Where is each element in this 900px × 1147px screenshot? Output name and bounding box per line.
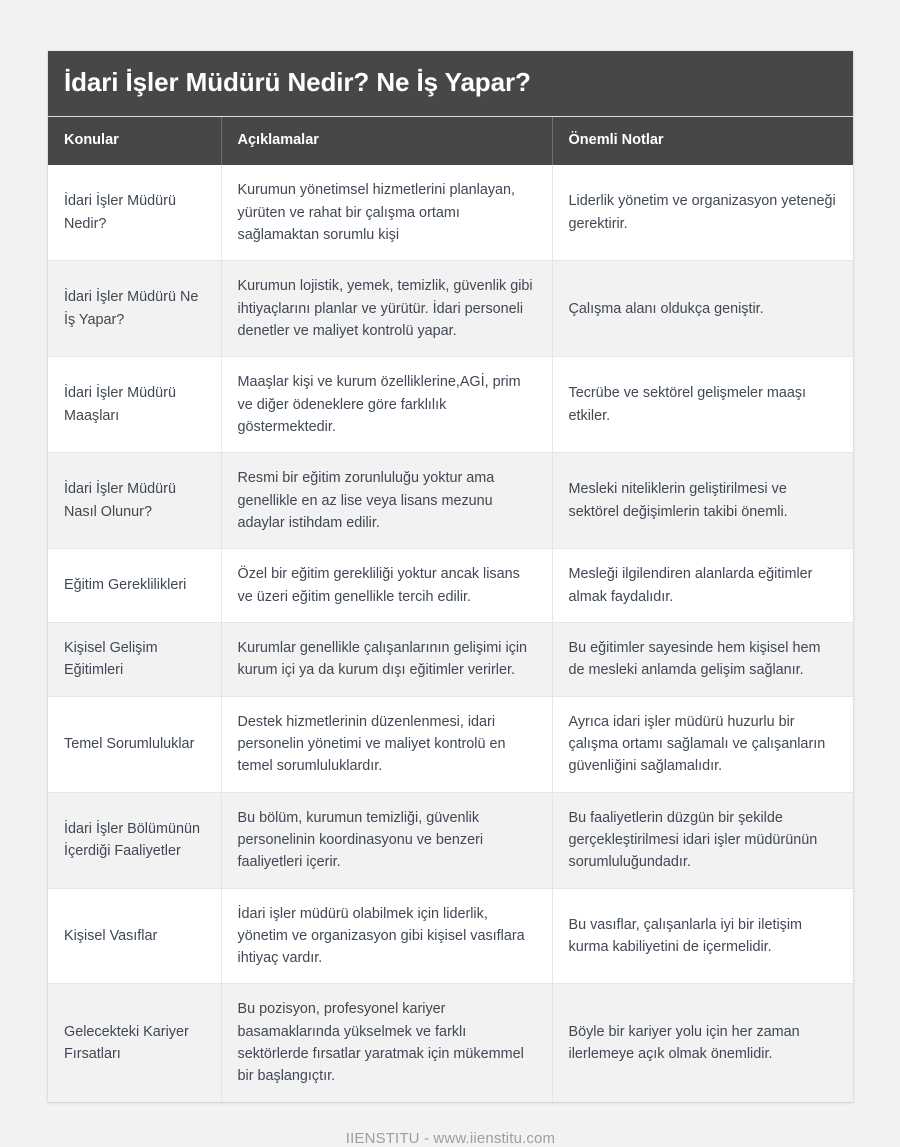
cell-description: Bu bölüm, kurumun temizliği, güvenlik personelinin koordinasyonu ve benzeri faaliyetleri içerir. — [221, 792, 552, 888]
cell-notes: Böyle bir kariyer yolu için her zaman ilerlemeye açık olmak önemlidir. — [552, 984, 853, 1102]
table-row — [48, 792, 853, 888]
table-row — [48, 357, 853, 453]
table-row — [48, 453, 853, 549]
cell-topic: İdari İşler Müdürü Maaşları — [48, 357, 221, 453]
cell-topic: Kişisel Gelişim Eğitimleri — [48, 622, 221, 696]
cell-notes: Bu vasıflar, çalışanlarla iyi bir iletişim kurma kabiliyetini de içermelidir. — [552, 888, 853, 984]
cell-topic: Kişisel Vasıflar — [48, 888, 221, 984]
cell-topic: Temel Sorumluluklar — [48, 696, 221, 792]
cell-topic: İdari İşler Müdürü Ne İş Yapar? — [48, 261, 221, 357]
cell-notes: Bu faaliyetlerin düzgün bir şekilde gerçekleştirilmesi idari işler müdürünün sorumluluğundadır. — [552, 792, 853, 888]
cell-description: Kurumun lojistik, yemek, temizlik, güvenlik gibi ihtiyaçlarını planlar ve yürütür. İdari personeli denetler ve maliyet kontrolü yapar. — [221, 261, 552, 357]
cell-description: Bu pozisyon, profesyonel kariyer basamaklarında yükselmek ve farklı sektörlerde fırsatlar yaratmak için mükemmel bir başlangıçtır. — [221, 984, 552, 1102]
cell-notes: Liderlik yönetim ve organizasyon yeteneği gerektirir. — [552, 165, 853, 260]
cell-notes: Tecrübe ve sektörel gelişmeler maaşı etkiler. — [552, 357, 853, 453]
cell-description: Özel bir eğitim gerekliliği yoktur ancak lisans ve üzeri eğitim genellikle tercih edilir. — [221, 549, 552, 623]
table-row — [48, 984, 853, 1102]
table-row — [48, 622, 853, 696]
cell-description: Kurumlar genellikle çalışanlarının gelişimi için kurum içi ya da kurum dışı eğitimler verirler. — [221, 622, 552, 696]
column-header-topic: Konular — [48, 117, 221, 165]
cell-notes: Bu eğitimler sayesinde hem kişisel hem de mesleki anlamda gelişim sağlanır. — [552, 622, 853, 696]
cell-notes: Mesleği ilgilendiren alanlarda eğitimler almak faydalıdır. — [552, 549, 853, 623]
cell-description: Resmi bir eğitim zorunluluğu yoktur ama genellikle en az lise veya lisans mezunu adaylar istihdam edilir. — [221, 453, 552, 549]
table-row — [48, 165, 853, 260]
cell-notes: Çalışma alanı oldukça geniştir. — [552, 261, 853, 357]
cell-topic: İdari İşler Bölümünün İçerdiği Faaliyetler — [48, 792, 221, 888]
cell-topic: Eğitim Gereklilikleri — [48, 549, 221, 623]
cell-description: Destek hizmetlerinin düzenlenmesi, idari personelin yönetimi ve maliyet kontrolü en temel sorumluluklardır. — [221, 696, 552, 792]
cell-description: Maaşlar kişi ve kurum özelliklerine,AGİ, prim ve diğer ödeneklere göre farklılık göstermektedir. — [221, 357, 552, 453]
cell-topic: İdari İşler Müdürü Nedir? — [48, 165, 221, 260]
cell-description: İdari işler müdürü olabilmek için liderlik, yönetim ve organizasyon gibi kişisel vasıflara ihtiyaç vardır. — [221, 888, 552, 984]
table-row — [48, 696, 853, 792]
cell-topic: İdari İşler Müdürü Nasıl Olunur? — [48, 453, 221, 549]
cell-notes: Ayrıca idari işler müdürü huzurlu bir çalışma ortamı sağlamalı ve çalışanların güvenliğini sağlamalıdır. — [552, 696, 853, 792]
table-row — [48, 888, 853, 984]
table-header-row — [48, 117, 853, 165]
table-row — [48, 549, 853, 623]
column-header-notes: Önemli Notlar — [552, 117, 853, 165]
table-body — [48, 165, 853, 1102]
cell-notes: Mesleki niteliklerin geliştirilmesi ve sektörel değişimlerin takibi önemli. — [552, 453, 853, 549]
footer-branding: IIENSTITU - www.iienstitu.com — [345, 1129, 556, 1147]
info-table — [48, 117, 853, 1102]
table-row — [48, 261, 853, 357]
page-title: İdari İşler Müdürü Nedir? Ne İş Yapar? — [48, 51, 853, 117]
cell-description: Kurumun yönetimsel hizmetlerini planlayan, yürüten ve rahat bir çalışma ortamı sağlamaktan sorumlu kişi — [221, 165, 552, 260]
column-header-description: Açıklamalar — [221, 117, 552, 165]
table-head — [48, 117, 853, 165]
cell-topic: Gelecekteki Kariyer Fırsatları — [48, 984, 221, 1102]
info-table-card — [48, 51, 853, 1102]
